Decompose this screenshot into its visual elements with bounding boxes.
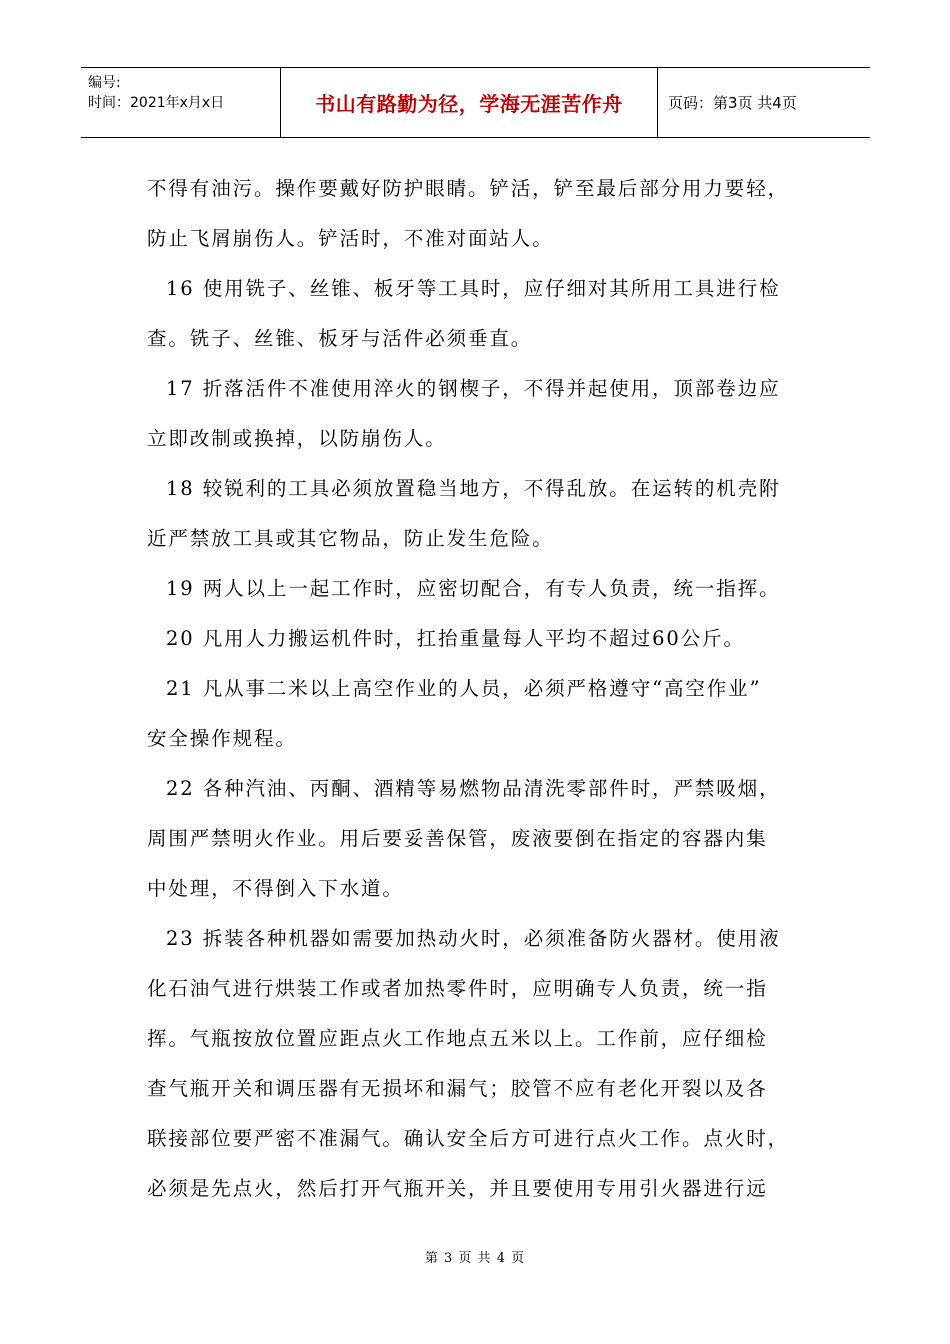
text-line: 必须是先点火，然后打开气瓶开关，并且要使用专用引火器进行远	[147, 1177, 768, 1200]
text-line: 立即改制或换掉，以防崩伤人。	[147, 427, 447, 450]
text-line: 查气瓶开关和调压器有无损坏和漏气；胶管不应有老化开裂以及各	[147, 1077, 768, 1100]
text-line: 周围严禁明火作业。用后要妥善保管，废液要倒在指定的容器内集	[147, 827, 768, 850]
text-line: 化石油气进行烘装工作或者加热零件时，应明确专人负责，统一指	[147, 977, 768, 1000]
document-body	[147, 164, 817, 1214]
text-line: 16 使用铣子、丝锥、板牙等工具时，应仔细对其所用工具进行检	[166, 277, 781, 300]
paragraph-item-22	[147, 764, 817, 914]
paragraph-item-17	[147, 364, 817, 464]
text-line: 不得有油污。操作要戴好防护眼睛。铲活，铲至最后部分用力要轻，	[147, 177, 790, 200]
text-line: 18 较锐利的工具必须放置稳当地方，不得乱放。在运转的机壳附	[166, 477, 781, 500]
paragraph-item-16	[147, 264, 817, 364]
text-line: 近严禁放工具或其它物品，防止发生危险。	[147, 527, 554, 550]
text-line: 21 凡从事二米以上高空作业的人员，必须严格遵守“高空作业”	[166, 677, 762, 700]
document-number-label: 编号:	[88, 75, 121, 91]
paragraph-item-23	[147, 914, 817, 1214]
text-line: 挥。气瓶按放位置应距点火工作地点五米以上。工作前，应仔细检	[147, 1027, 768, 1050]
text-line: 20 凡用人力搬运机件时，扛抬重量每人平均不超过60公斤。	[166, 627, 745, 650]
text-line: 23 拆装各种机器如需要加热动火时，必须准备防火器材。使用液	[166, 927, 781, 950]
text-line: 19 两人以上一起工作时，应密切配合，有专人负责，统一指挥。	[166, 577, 781, 600]
text-line: 安全操作规程。	[147, 727, 297, 750]
paragraph-item-20	[147, 614, 817, 664]
text-line: 中处理，不得倒入下水道。	[147, 877, 404, 900]
paragraph-item-19	[147, 564, 817, 614]
text-line: 22 各种汽油、丙酮、酒精等易燃物品清洗零部件时，严禁吸烟，	[166, 777, 781, 800]
page-header	[81, 67, 870, 138]
paragraph-item-18	[147, 464, 817, 564]
document-date-label: 时间：2021年x月x日	[88, 95, 225, 111]
header-motto: 书山有路勤为径，学海无涯苦作舟	[281, 68, 658, 137]
header-meta-cell	[81, 68, 281, 137]
text-line: 防止飞屑崩伤人。铲活时，不准对面站人。	[147, 227, 554, 250]
text-line: 联接部位要严密不准漏气。确认安全后方可进行点火工作。点火时，	[147, 1127, 790, 1150]
paragraph-item-21	[147, 664, 817, 764]
paragraph-continued	[147, 164, 817, 264]
text-line: 查。铣子、丝锥、板牙与活件必须垂直。	[147, 327, 533, 350]
header-page-code: 页码：第3页 共4页	[668, 94, 797, 112]
text-line: 17 折落活件不准使用淬火的钢楔子，不得并起使用，顶部卷边应	[166, 377, 781, 400]
page-footer: 第 3 页 共 4 页	[424, 1251, 526, 1266]
